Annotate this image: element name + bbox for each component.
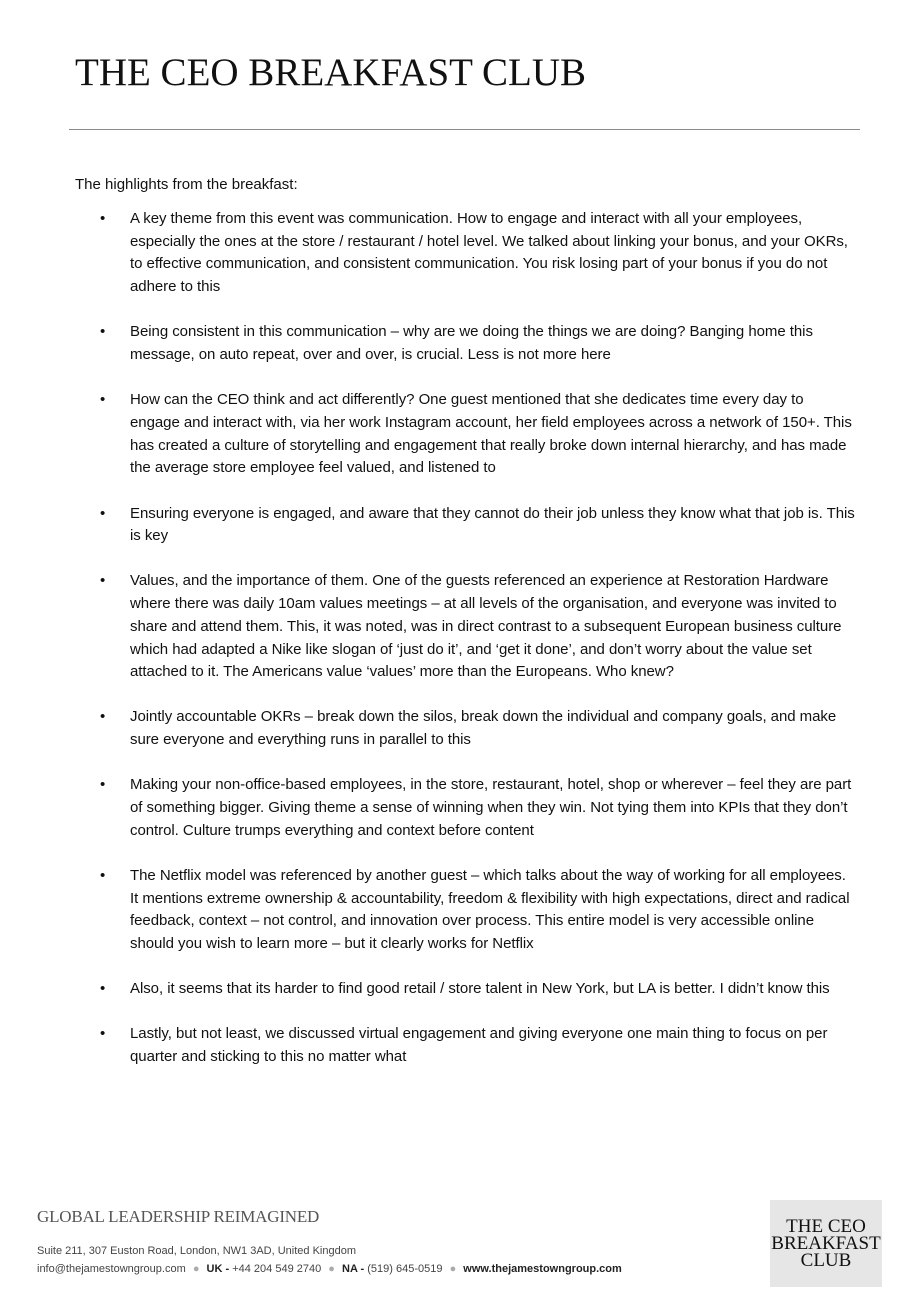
list-item: [75, 389, 855, 480]
bullet-icon: •: [100, 1025, 106, 1043]
separator-dot-icon: ●: [192, 1263, 200, 1275]
list-item-text: Jointly accountable OKRs – break down the silos, break down the individual and company goals, and make sure everyone and everything runs in parallel to this: [130, 708, 837, 749]
bullet-icon: •: [100, 866, 106, 884]
document-title: THE CEO BREAKFAST CLUB: [75, 51, 587, 94]
list-item-text: Making your non-office-based employees, in the store, restaurant, hotel, shop or wherever – feel they are part of something bigger. Giving theme a sense of winning when they win. Not tying them into KPIs that they don’t control. Culture trumps everything and context before content: [130, 776, 852, 839]
logo-line: CLUB: [800, 1250, 852, 1271]
logo-wordmark: [771, 1218, 880, 1269]
bullet-icon: •: [100, 708, 106, 726]
website-link[interactable]: www.thejamestowngroup.com: [463, 1263, 622, 1275]
bullet-icon: •: [100, 504, 106, 522]
list-item-text: Also, it seems that its harder to find good retail / store talent in New York, but LA is better. I didn’t know this: [130, 980, 830, 998]
email-link[interactable]: info@thejamestowngroup.com: [37, 1263, 186, 1275]
uk-label: UK -: [206, 1263, 230, 1275]
separator-dot-icon: ●: [328, 1263, 335, 1275]
bullet-icon: •: [100, 572, 106, 590]
bullet-icon: •: [100, 980, 106, 998]
footer-contact: [37, 1263, 622, 1275]
logo-line: BREAKFAST: [771, 1233, 881, 1254]
na-phone: (519) 645-0519: [367, 1263, 443, 1275]
footer-tagline: GLOBAL LEADERSHIP REIMAGINED: [37, 1207, 320, 1226]
list-item-text: Lastly, but not least, we discussed virtual engagement and giving everyone one main thing to focus on per quarter and sticking to this no matter what: [130, 1025, 828, 1066]
list-item-text: The Netflix model was referenced by another guest – which talks about the way of working for all employees. It mentions extreme ownership & accountability, freedom & flexibility with high expectations, direct and radical feedback, context – not control, and innovation over process. This entire model is very accessible online should you wish to learn more – but it clearly works for Netflix: [130, 866, 850, 953]
highlights-list: [75, 208, 855, 1091]
footer-address: Suite 211, 307 Euston Road, London, NW1 3AD, United Kingdom: [37, 1245, 356, 1257]
list-item: [75, 570, 855, 684]
bullet-icon: •: [100, 391, 106, 409]
list-item-text: Ensuring everyone is engaged, and aware that they cannot do their job unless they know what that job is. This is key: [130, 504, 855, 545]
uk-phone: +44 204 549 2740: [232, 1263, 322, 1275]
bullet-icon: •: [100, 776, 106, 794]
list-item: [75, 706, 855, 751]
list-item: [75, 208, 855, 299]
list-item: [75, 503, 855, 548]
na-label: NA -: [342, 1263, 365, 1275]
logo-line: THE CEO: [786, 1216, 866, 1237]
bullet-icon: •: [100, 323, 106, 341]
list-item: [75, 865, 855, 956]
bullet-icon: •: [100, 210, 106, 227]
list-item: [75, 978, 855, 1001]
list-item: [75, 321, 855, 366]
list-item-text: Being consistent in this communication – why are we doing the things we are doing? Banging home this message, on auto repeat, over and over, is crucial. Less is not more here: [130, 323, 813, 364]
list-item: [75, 774, 855, 842]
separator-dot-icon: ●: [449, 1263, 457, 1275]
list-item: [75, 1023, 855, 1068]
intro-text: The highlights from the breakfast:: [75, 176, 298, 193]
list-item-text: A key theme from this event was communication. How to engage and interact with all your employees, especially the ones at the store / restaurant / hotel level. We talked about linking your bonus, and your OKRs, to effective communication, and consistent communication. You risk losing part of your bonus if you do not adhere to this: [130, 210, 848, 296]
list-item-text: Values, and the importance of them. One of the guests referenced an experience at Restoration Hardware where there was daily 10am values meetings – at all levels of the organisation, and everyone was invited to share and attend them. This, it was noted, was in direct contrast to a subsequent European business culture which had adapted a Nike like slogan of ‘just do it’, and ‘get it done’, and don’t worry about the value set attached to it. The Americans value ‘values’ more than the Europeans. Who knew?: [130, 572, 842, 681]
header-divider: [69, 129, 860, 130]
list-item-text: How can the CEO think and act differently? One guest mentioned that she dedicates time every day to engage and interact with, via her work Instagram account, her field employees across a network of 150+. This has created a culture of storytelling and engagement that really broke down internal hierarchy, and has made the average store employee feel valued, and listened to: [130, 391, 852, 477]
club-logo: [770, 1200, 882, 1287]
